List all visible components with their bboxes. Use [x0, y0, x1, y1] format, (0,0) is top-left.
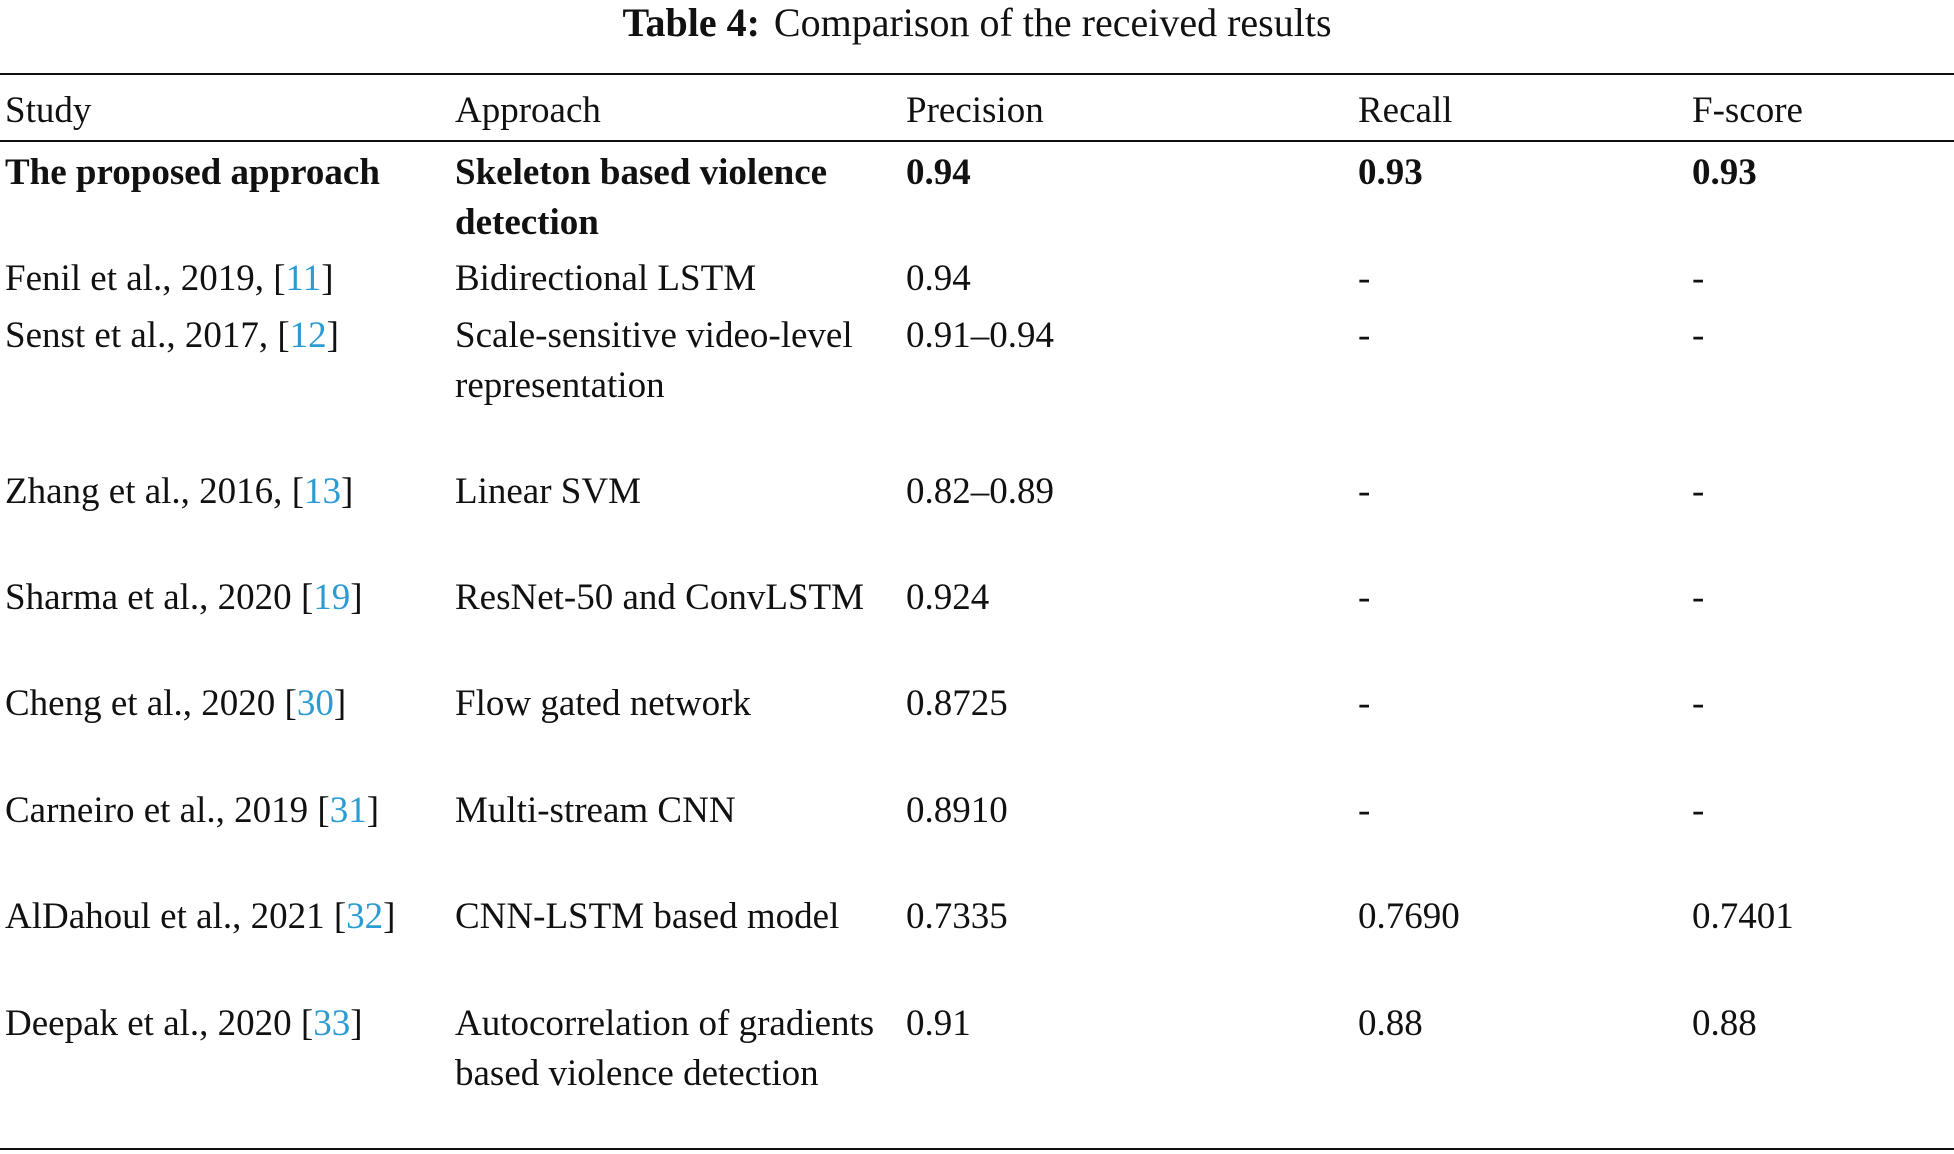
approach-cell: Scale-sensitive video-level representation [455, 315, 853, 406]
study-cell [5, 999, 425, 1049]
fscore-cell: 0.93 [1692, 152, 1757, 193]
study-cell [5, 892, 425, 942]
study-name: Carneiro et al., 2019 [5, 790, 318, 831]
header-fscore: F-score [1692, 90, 1803, 131]
precision-cell: 0.8910 [906, 790, 1008, 831]
approach-cell: Autocorrelation of gradients based violence detection [455, 1003, 875, 1094]
approach-cell: Bidirectional LSTM [455, 258, 757, 299]
precision-cell: 0.8725 [906, 683, 1008, 724]
recall-cell: 0.88 [1358, 1003, 1423, 1044]
bottom-rule [0, 1148, 1954, 1150]
recall-cell: - [1358, 790, 1371, 831]
recall-cell: 0.93 [1358, 152, 1423, 193]
precision-cell: 0.94 [906, 258, 971, 299]
precision-cell: 0.924 [906, 577, 990, 618]
approach-cell: Skeleton based violence detection [455, 152, 828, 243]
study-cell [5, 786, 425, 836]
citation-link[interactable]: [ 33 ] [301, 1003, 363, 1044]
study-cell [5, 573, 425, 623]
citation-link[interactable]: [ 13 ] [292, 471, 354, 512]
approach-cell: Linear SVM [455, 471, 641, 512]
study-name: The proposed approach [5, 152, 380, 193]
recall-cell: - [1358, 683, 1371, 724]
fscore-cell: 0.88 [1692, 1003, 1757, 1044]
header-rule [0, 140, 1954, 142]
citation-link[interactable]: [ 31 ] [317, 790, 379, 831]
precision-cell: 0.91–0.94 [906, 315, 1054, 356]
table-title: Comparison of the received results [773, 0, 1332, 45]
study-cell [5, 254, 425, 304]
study-cell [5, 467, 425, 517]
fscore-cell: - [1692, 315, 1705, 356]
study-cell [5, 148, 425, 198]
header-precision: Precision [906, 90, 1044, 131]
study-name: Cheng et al., 2020 [5, 683, 285, 724]
study-name: Sharma et al., 2020 [5, 577, 301, 618]
study-name: AlDahoul et al., 2021 [5, 896, 334, 937]
recall-cell: - [1358, 258, 1371, 299]
recall-cell: 0.7690 [1358, 896, 1460, 937]
header-recall: Recall [1358, 90, 1453, 131]
citation-link[interactable]: [ 12 ] [277, 315, 339, 356]
study-name: Zhang et al., 2016, [5, 471, 292, 512]
study-cell [5, 311, 425, 361]
study-cell [5, 679, 425, 729]
fscore-cell: - [1692, 683, 1705, 724]
recall-cell: - [1358, 471, 1371, 512]
approach-cell: ResNet-50 and ConvLSTM [455, 577, 865, 618]
table-caption [0, 0, 1954, 46]
table-label: Table 4: [622, 0, 760, 45]
fscore-cell: - [1692, 258, 1705, 299]
fscore-cell: - [1692, 790, 1705, 831]
precision-cell: 0.91 [906, 1003, 971, 1044]
header-study: Study [5, 90, 92, 131]
approach-cell: Flow gated network [455, 683, 751, 724]
top-rule [0, 73, 1954, 75]
recall-cell: - [1358, 577, 1371, 618]
precision-cell: 0.94 [906, 152, 971, 193]
study-name: Deepak et al., 2020 [5, 1003, 301, 1044]
study-name: Fenil et al., 2019, [5, 258, 274, 299]
citation-link[interactable]: [ 11 ] [273, 258, 333, 299]
header-approach: Approach [455, 90, 601, 131]
citation-link[interactable]: [ 32 ] [334, 896, 396, 937]
approach-cell: Multi-stream CNN [455, 790, 736, 831]
recall-cell: - [1358, 315, 1371, 356]
precision-cell: 0.7335 [906, 896, 1008, 937]
precision-cell: 0.82–0.89 [906, 471, 1054, 512]
study-name: Senst et al., 2017, [5, 315, 278, 356]
citation-link[interactable]: [ 30 ] [285, 683, 347, 724]
citation-link[interactable]: [ 19 ] [301, 577, 363, 618]
fscore-cell: - [1692, 577, 1705, 618]
fscore-cell: 0.7401 [1692, 896, 1794, 937]
fscore-cell: - [1692, 471, 1705, 512]
approach-cell: CNN-LSTM based model [455, 896, 840, 937]
